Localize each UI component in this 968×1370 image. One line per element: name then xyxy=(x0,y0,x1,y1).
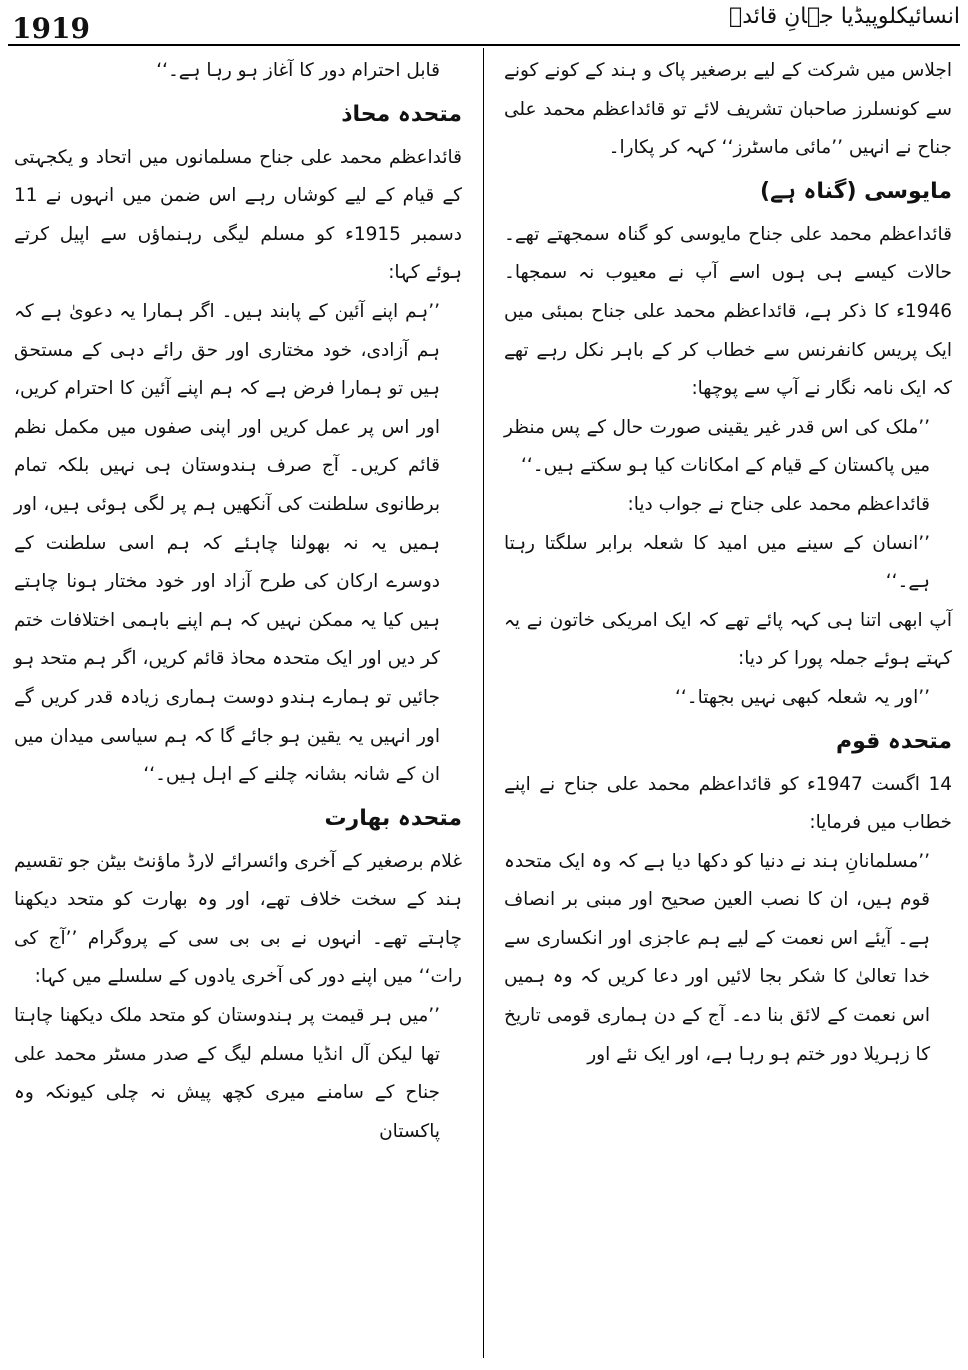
right-column xyxy=(504,52,952,1074)
quote-paragraph: ’’اور یہ شعلہ کبھی نہیں بجھتا۔‘‘ xyxy=(675,686,930,708)
paragraph: قائداعظم محمد علی جناح مایوسی کو گناہ سمجھتے تھے۔ حالات کیسے ہی ہوں اسے آپ نے معیوب نہ سمجھا۔ 1946ء کا ذکر ہے، قائداعظم محمد علی جناح بمبئی میں ایک پریس کانفرنس سے خطاب کر کے باہر نکل رہے تھے کہ ایک نامہ نگار نے آپ سے پوچھا: xyxy=(504,223,952,400)
quote-paragraph: ’’میں ہر قیمت پر ہندوستان کو متحد ملک دیکھنا چاہتا تھا لیکن آل انڈیا مسلم لیگ کے صدر مسٹر محمد علی جناح کے سامنے میری کچھ پیش نہ چلی کیونکہ وہ پاکستان xyxy=(14,1005,440,1142)
left-column xyxy=(14,52,462,1151)
quote-paragraph: قائداعظم محمد علی جناح نے جواب دیا: xyxy=(627,493,930,515)
section-heading: مایوسی (گناہ ہے) xyxy=(760,178,952,204)
section-heading: متحدہ بھارت xyxy=(324,805,462,831)
paragraph: قائداعظم محمد علی جناح مسلمانوں میں اتحاد و یکجہتی کے قیام کے لیے کوشاں رہے اس ضمن میں انہوں نے 11 دسمبر 1915ء کو مسلم لیگی رہنماؤں سے اپیل کرتے ہوئے کہا: xyxy=(14,146,463,284)
book-title: انسائیکلوپیڈیا جہانِ قائدؒ xyxy=(729,4,960,29)
paragraph: اجلاس میں شرکت کے لیے برصغیر پاک و ہند کے کونے کونے سے کونسلرز صاحبان تشریف لائے تو قائداعظم محمد علی جناح نے انہیں ’’مائی ماسٹرز‘‘ کہہ کر پکارا۔ xyxy=(504,60,952,159)
quote-paragraph: ’’ہم اپنے آئین کے پابند ہیں۔ اگر ہمارا یہ دعویٰ ہے کہ ہم آزادی، خود مختاری اور حق رائے دہی کے مستحق ہیں تو ہمارا فرض ہے کہ ہم اپنے آئین کا احترام کریں، اور اس پر عمل کریں اور اپنی صفوں میں مکمل نظم قائم کریں۔ آج صرف ہندوستان ہی نہیں بلکہ تمام برطانوی سلطنت کی آنکھیں ہم پر لگی ہوئی ہیں، اور ہمیں یہ نہ بھولنا چاہئے کہ ہم اسی سلطنت کے دوسرے ارکان کی طرح آزاد اور خود مختار ہونا چاہتے ہیں کیا یہ ممکن نہیں کہ ہم اپنے باہمی اختلافات ختم کر دیں اور ایک متحدہ محاذ قائم کریں، اگر ہم متحد ہو جائیں تو ہمارے ہندو دوست ہماری زیادہ قدر کریں گے اور انہیں یہ یقین ہو جائے گا کہ ہم سیاسی میدان میں ان کے شانہ بشانہ چلنے کے اہل ہیں۔‘‘ xyxy=(14,300,440,786)
quote-paragraph: ’’مسلمانانِ ہند نے دنیا کو دکھا دیا ہے کہ وہ ایک متحدہ قوم ہیں، ان کا نصب العین صحیح اور مبنی بر انصاف ہے۔ آیئے اس نعمت کے لیے ہم عاجزی اور انکساری سے خدا تعالیٰ کا شکر بجا لائیں اور دعا کریں کہ وہ ہمیں اس نعمت کے لائق بنا دے۔ آج کے دن ہماری قومی تاریخ کا زہریلا دور ختم ہو رہا ہے، اور ایک نئے اور xyxy=(504,850,930,1065)
section-heading: متحدہ محاذ xyxy=(341,101,462,127)
quote-paragraph: ’’انسان کے سینے میں امید کا شعلہ برابر سلگتا رہتا ہے۔‘‘ xyxy=(504,532,930,593)
quote-paragraph: قابل احترام دور کا آغاز ہو رہا ہے۔‘‘ xyxy=(156,60,440,81)
section-heading: متحدہ قوم xyxy=(835,728,952,754)
paragraph: غلام برصغیر کے آخری وائسرائے لارڈ ماؤنٹ بیٹن جو تقسیم ہند کے سخت خلاف تھے، اور وہ بھارت کو متحد دیکھنا چاہتے تھے۔ انہوں نے بی بی سی کے پروگرام ’’آج کی رات‘‘ میں اپنے دور کی آخری یادوں کے سلسلے میں کہا: xyxy=(14,850,462,988)
page-header xyxy=(8,0,960,44)
paragraph: 14 اگست 1947ء کو قائداعظم محمد علی جناح نے اپنے خطاب میں فرمایا: xyxy=(504,773,952,834)
page-number: 1919 xyxy=(12,12,90,45)
header-rule xyxy=(8,44,960,46)
quote-paragraph: ’’ملک کی اس قدر غیر یقینی صورت حال کے پس منظر میں پاکستان کے قیام کے امکانات کیا ہو سکتے ہیں۔‘‘ xyxy=(504,416,930,477)
paragraph: آپ ابھی اتنا ہی کہہ پائے تھے کہ ایک امریکی خاتون نے یہ کہتے ہوئے جملہ پورا کر دیا: xyxy=(504,609,952,670)
column-divider xyxy=(483,48,484,1358)
